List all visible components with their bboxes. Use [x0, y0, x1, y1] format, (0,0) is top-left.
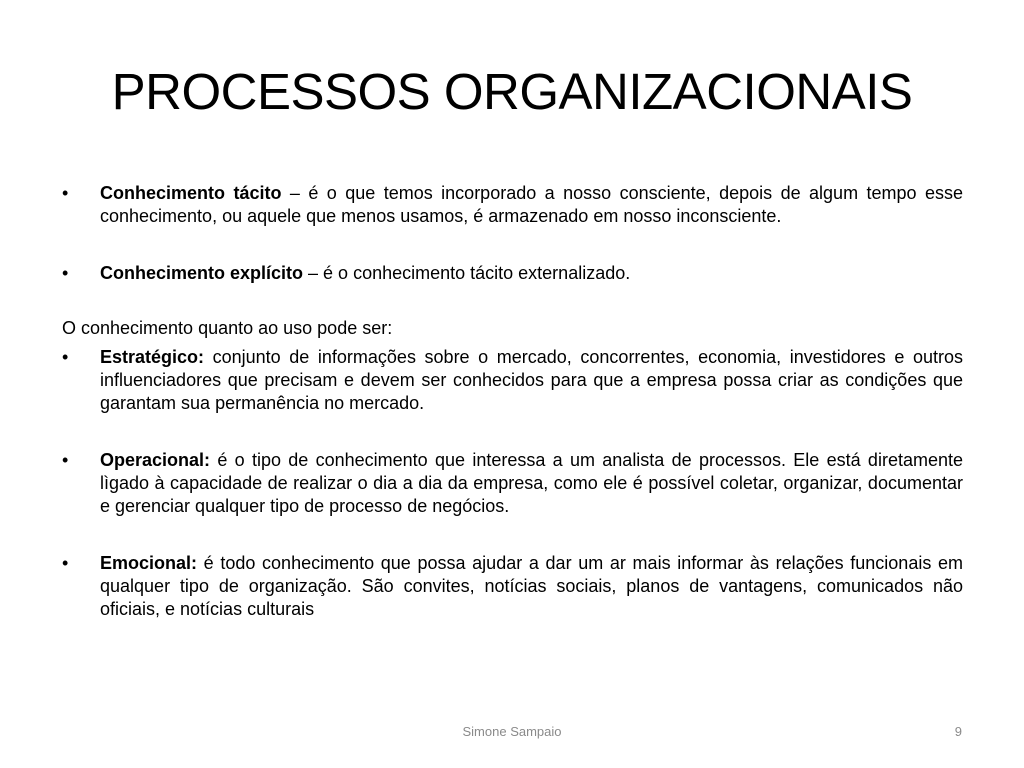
usage-intro: O conhecimento quanto ao uso pode ser:: [62, 318, 393, 338]
term-description: – é o conhecimento tácito externalizado.: [303, 263, 631, 283]
term-label: Conhecimento tácito: [100, 183, 282, 203]
bullet-item-tacit-knowledge: [62, 182, 963, 228]
bullet-item-explicit-knowledge: [62, 262, 963, 285]
bullet-icon: •: [62, 347, 69, 367]
page-number: 9: [954, 724, 962, 739]
term-label: Conhecimento explícito: [100, 263, 304, 283]
bullet-item-strategic: [62, 346, 963, 415]
bullet-icon: •: [62, 263, 69, 283]
bullet-icon: •: [62, 553, 69, 573]
footer-author: Simone Sampaio: [462, 724, 562, 739]
slide-body: [62, 182, 963, 621]
bullet-item-emotional: [62, 552, 963, 621]
term-description: é todo conhecimento que possa ajudar a dar um ar mais informar às relações funcionais em qualquer tipo de organização. São convites, notícias sociais, planos de vantagens, comunicados não oficiais, e notícias culturais: [100, 553, 963, 619]
term-description: conjunto de informações sobre o mercado, concorrentes, economia, investidores e outros influenciadores que precisam e devem ser conhecidos para que a empresa possa criar as condições que garantam sua permanência no mercado.: [100, 347, 963, 413]
term-label: Emocional:: [100, 553, 198, 573]
bullet-icon: •: [62, 450, 69, 470]
term-description: – é o que temos incorporado a nosso consciente, depois de algum tempo esse conhecimento, ou aquele que menos usamos, é armazenado em nosso inconsciente.: [100, 183, 963, 226]
term-label: Operacional:: [100, 450, 211, 470]
bullet-icon: •: [62, 183, 69, 203]
slide-title: PROCESSOS ORGANIZACIONAIS: [111, 63, 913, 120]
bullet-item-operational: [62, 449, 963, 518]
term-label: Estratégico:: [100, 347, 205, 367]
term-description: é o tipo de conhecimento que interessa a um analista de processos. Ele está diretamente lìgado à capacidade de realizar o dia a dia da empresa, como ele é possível coletar, organizar, documentar e gerenciar qualquer tipo de processo de negócios.: [100, 450, 963, 516]
